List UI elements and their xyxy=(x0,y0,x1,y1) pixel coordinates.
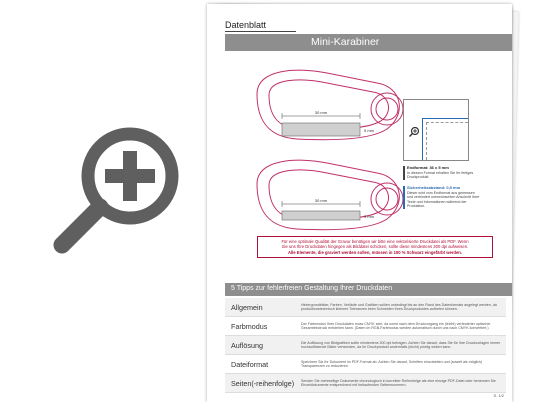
detail-zoom-box xyxy=(403,99,469,161)
document-title: Mini-Karabiner xyxy=(311,36,380,48)
dimension-height-bottom: 3 mm xyxy=(364,214,374,219)
table-row xyxy=(225,298,506,317)
engraving-area-bottom xyxy=(282,201,360,220)
tip-text: Die Auflösung von Bildgrafiken sollte mindestens 300 dpi betragen. Achten Sie darauf, dass Sie für Ihre Druckvorlagen immer hochauflösende Bilder verwenden, da Ihr Druckprodukt andernfalls (leicht) pixelig wirken kann. xyxy=(301,340,501,349)
bleed-line xyxy=(426,122,468,160)
note-safety-margin xyxy=(403,186,481,209)
tip-label: Farbmodus xyxy=(231,321,268,331)
note-safety-margin-text: Dieser wird vom Endformat aus gemessen und verhindert unerwünschten Anschnitt Ihrer Texte und Informationen während der Produktion. xyxy=(407,190,480,209)
magnifier-icon xyxy=(408,126,420,138)
dimension-height-top: 5 mm xyxy=(364,128,374,133)
table-row xyxy=(225,355,506,374)
dimension-width-bottom: 30 mm xyxy=(314,198,328,203)
warning-line-3: Alle Elemente, die graviert werden sollen, müssen in 100 % Schwarz eingefärbt werden. xyxy=(287,249,463,255)
tips-heading: 5 Tipps zur fehlerfreien Gestaltung Ihrer Druckdaten xyxy=(231,285,393,292)
tip-text: Der Farbmodus Ihrer Druckdaten muss CMYK sein, da sonst nach dem Druckvorgang ein (leicht) veränderter optischer Gesamteindruck entstehen kann. (Daten im RGB-Farbmodus werden automatisch durch uns nach CMYK konvertiert.) xyxy=(301,321,491,330)
note-end-format-title: Endformat: 36 x 5 mm xyxy=(407,165,449,170)
tips-heading-bar xyxy=(225,283,512,296)
warning-line-2: Sie uns Ihre Druckdaten hingegen als Bilddatei schicken, sollte diese mindestens 300 dpi aufweisen. xyxy=(281,244,469,250)
page-number: S. 1/2 xyxy=(493,393,504,398)
tip-text: Senden Sie mehrseitige Dokumente chronologisch in korrekter Reihenfolge als eine einzige PDF-Datei oder benennen Sie Einzeldokumente entsprechend mit fortlaufenden Seitennummern. xyxy=(301,378,496,387)
title-bar xyxy=(225,34,512,51)
tip-label: Auflösung xyxy=(231,340,263,350)
zoom-in-icon[interactable] xyxy=(48,118,188,258)
tip-label: Dateiformat xyxy=(231,359,269,369)
datasheet-page[interactable] xyxy=(207,4,512,402)
tip-label: Seiten(-reihenfolge) xyxy=(231,378,295,388)
table-row xyxy=(225,336,506,355)
engraving-area-top xyxy=(282,113,360,136)
tip-label: Allgemein xyxy=(231,302,263,312)
note-end-format xyxy=(403,166,481,180)
warning-box xyxy=(257,236,493,258)
tip-text: Hintergrundbilder, Farben, Verläufe und Grafiken sollten unbedingt bis an den Rand des Datenformats angelegt werden, da produktionstechnisch kleinere Toleranzen beim Schneiden Ihres Druckproduktes auftreten können. xyxy=(301,302,497,311)
tips-table xyxy=(225,298,506,393)
document-header-label: Datenblatt xyxy=(225,20,296,32)
table-row xyxy=(225,374,506,393)
note-end-format-text: In diesem Format erhalten Sie Ihr fertiges Druckprodukt. xyxy=(407,170,474,180)
dimension-width-top: 30 mm xyxy=(314,110,328,115)
table-row xyxy=(225,317,506,336)
note-safety-margin-title: Sicherheitsabstand: 0,5 mm xyxy=(407,185,461,190)
carabiner-drawing xyxy=(237,59,417,239)
warning-line-1: Für eine optimale Qualität der Gravur benötigen wir bitte eine vektorisierte Druckdatei als PDF. Wenn xyxy=(281,239,469,244)
tip-text: Speichern Sie Ihr Dokument im PDF-Format ab. Achten Sie darauf, Schriften einzubetten und (soweit als möglich) Transparenzen zu reduzieren. xyxy=(301,359,483,368)
